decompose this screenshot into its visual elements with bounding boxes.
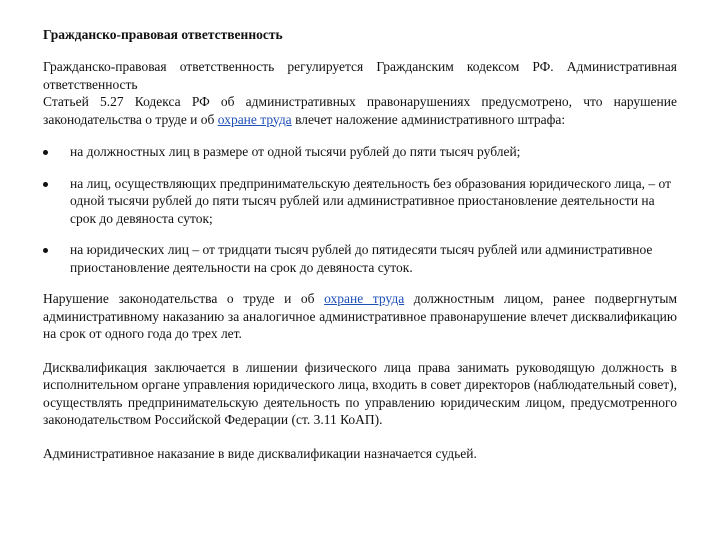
list-item xyxy=(43,175,677,228)
intro-text-after-link: влечет наложение административного штрафа: xyxy=(291,111,566,127)
disqualification-intro-paragraph xyxy=(43,290,677,343)
intro-paragraph xyxy=(43,58,677,128)
labor-protection-link[interactable]: охране труда xyxy=(217,111,292,127)
disqualification-definition-paragraph: Дисквалификация заключается в лишении физического лица права занимать руководящую должность в исполнительном органе управления юридического лица, входить в совет директоров (наблюдательный совет), осуществлять предпринимательскую деятельность по управлению юридическим лицом, предусмотренного законодательством Российской Федерации (ст. 3.11 КоАП). xyxy=(43,359,677,427)
list-item-text: на должностных лиц в размере от одной тысячи рублей до пяти тысяч рублей; xyxy=(70,144,521,159)
labor-protection-link-2[interactable]: охране труда xyxy=(324,291,405,306)
intro-text-before-link: Статьей 5.27 Кодекса РФ об административных правонарушениях предусмотрено, что нарушение законодательства о труде и об xyxy=(43,94,677,127)
bullet-icon xyxy=(43,182,48,187)
list-item-text: на юридических лиц – от тридцати тысяч рублей до пятидесяти тысяч рублей или административное приостановление деятельности на срок до девяноста суток. xyxy=(70,242,653,275)
document-page xyxy=(43,18,677,462)
bullet-icon xyxy=(43,150,48,155)
intro-first-line: Гражданско-правовая ответственность регулируется Гражданским кодексом РФ. Административная ответственность xyxy=(43,59,677,92)
bullet-icon xyxy=(43,248,48,253)
list-item-text: на лиц, осуществляющих предпринимательскую деятельность без образования юридического лица, – от одной тысячи рублей до пяти тысяч рублей или административное приостановление деятельности на срок до девяноста суток; xyxy=(70,175,671,226)
list-item xyxy=(43,241,677,276)
court-assignment-paragraph: Административное наказание в виде дисквалификации назначается судьей. xyxy=(43,445,477,461)
para2-text-after-link: должностным лицом, ранее подвергнутым административному наказанию за аналогичное административное правонарушение влечет дисквалификацию на срок от одного года до трех лет. xyxy=(43,291,678,341)
page-title: Гражданско-правовая ответственность xyxy=(43,27,283,42)
penalty-list xyxy=(43,143,677,276)
para2-text-before-link: Нарушение законодательства о труде и об xyxy=(43,291,325,306)
list-item xyxy=(43,143,677,161)
